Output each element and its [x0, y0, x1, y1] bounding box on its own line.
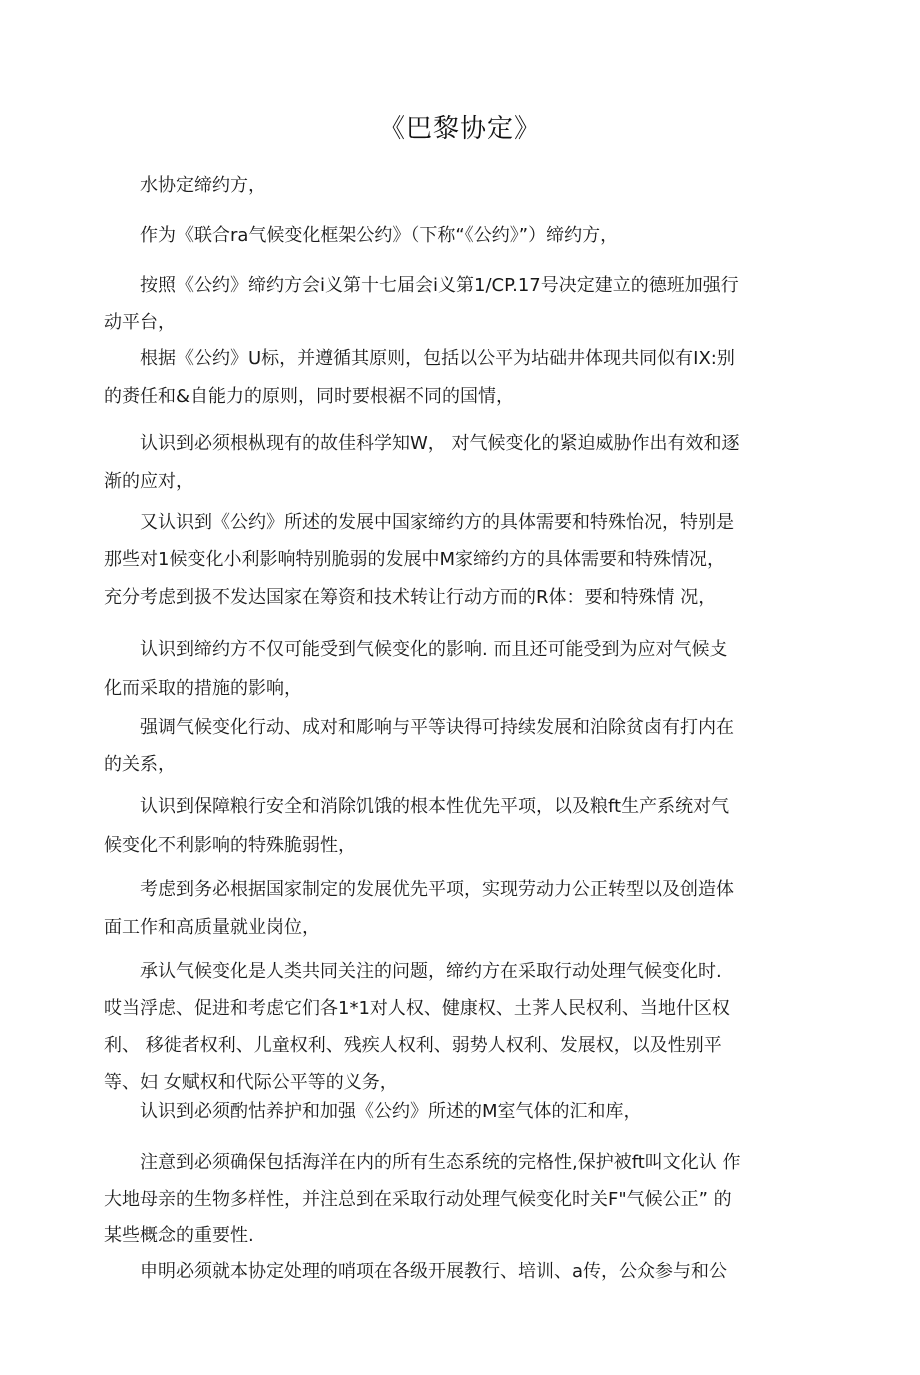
paragraph-line: 充分考虑到扱不发达国家在筹资和技术转让行动方而的R体：要和特殊情 况， — [104, 587, 717, 608]
paragraph-line: 的赉任和&自能力的原则，同时要根裾不同的国情， — [104, 386, 515, 407]
paragraph-line: 强调气候变化行动、成对和彫响与平等诀得可持续发展和泊除贫卤有打内在 — [140, 717, 734, 738]
paragraph-line: 候变化不利影响的特殊脆弱性， — [104, 835, 356, 856]
paragraph-line: 化而采取的措施的影响， — [104, 678, 302, 699]
paragraph-line: 作为《联合ra气候变化框架公约》（下称“《公约》”）缔约方， — [140, 225, 619, 246]
paragraph-line: 利、 移徙者权利、儿童权利、残疾人权利、弱势人权利、发展权，以及性别平 — [104, 1035, 722, 1056]
paragraph-line: 水协定缔约方， — [140, 175, 266, 196]
paragraph-line: 渐的应对， — [104, 471, 194, 492]
document-title: 《巴黎协定》 — [378, 114, 541, 144]
paragraph-line: 某些概念的重要性. — [104, 1225, 254, 1246]
paragraph-line: 面工作和高质量就业岗位， — [104, 917, 320, 938]
paragraph-line: 又认识到《公约》所述的发展中国家缔约方的具体需要和特殊怡况，特别是 — [140, 512, 734, 533]
paragraph-line: 申明必须就本协定处理的哨项在各级开展教行、培训、a传，公众参与和公 — [140, 1261, 728, 1282]
paragraph-line: 的关系， — [104, 754, 176, 775]
paragraph-line: 按照《公约》缔约方会i义第十七届会i义第1/CP.17号决定建立的德班加强行 — [140, 275, 739, 296]
paragraph-line: 动平台， — [104, 312, 176, 333]
paragraph-line: 那些对1候变化小利影响特别脆弱的发展中M家缔约方的具体需要和特殊情况， — [104, 549, 725, 570]
paragraph-line: 认识到保障粮行安全和消除饥饿的根本性优先平项，以及粮ft生产系统对气 — [140, 796, 730, 817]
paragraph-line: 认识到必须根枞现有的故佳科学知W， 对气候变化的紧迫威胁作出有效和逐 — [140, 433, 740, 454]
paragraph-line: 哎当浮虑、促进和考虑它们各1*1对人权、健康权、土荠人民权利、当地什区权 — [104, 998, 730, 1019]
paragraph-line: 认识到必须酌怙养护和加强《公约》所述的M室气体的汇和库， — [140, 1101, 642, 1122]
paragraph-line: 根据《公约》U标，并遵循其原则，包括以公平为坫础井体现共同似有IX:别 — [140, 348, 735, 369]
paragraph-line: 等、妇 女赋权和代际公平等的义务， — [104, 1072, 398, 1093]
paragraph-line: 认识到缔约方不仅可能受到气候变化的影响. 而且还可能受到为应对气候攴 — [140, 639, 728, 660]
paragraph-line: 注意到必须确保包括海洋在内的所有生态系统的完格性,保护被ft叫文化认 作 — [140, 1152, 741, 1173]
paragraph-line: 考虑到务必根据国家制定的发展优先平项，实现劳动力公正转型以及创造体 — [140, 879, 734, 900]
paragraph-line: 大地母亲的生物多样性，并注总到在采取行动处理气候变化时关F"气候公正” 的 — [104, 1189, 732, 1210]
paragraph-line: 承认气候变化是人类共同关注的问题，缔约方在采取行动处理气候变化时. — [140, 961, 722, 982]
